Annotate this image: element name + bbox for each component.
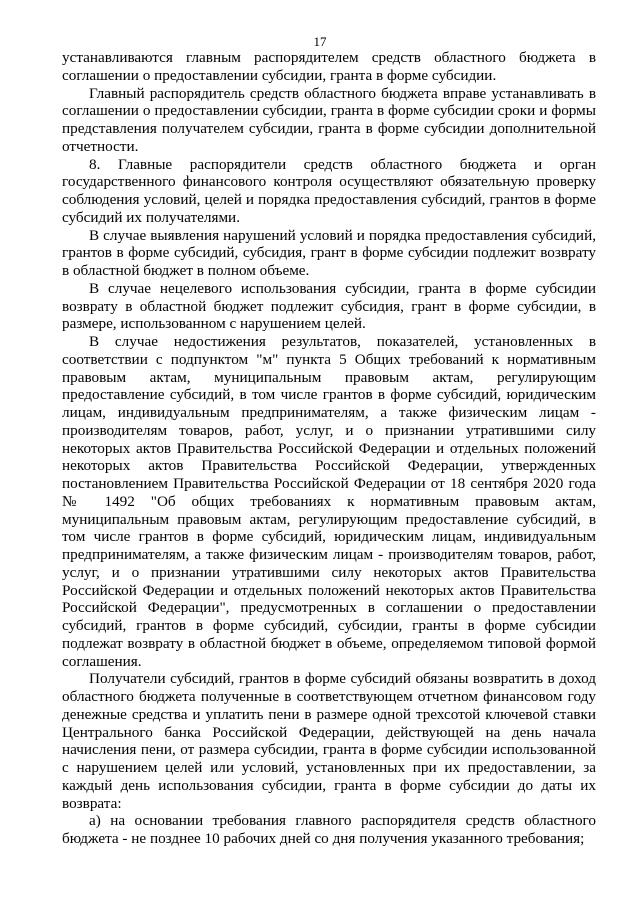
paragraph-violation-return: В случае выявления нарушений условий и порядка предоставления субсидий, грантов в форме субсидий, субсидия, грант в форме субсидии подлежит возврату в областной бюджет в полном объеме. — [62, 226, 596, 279]
document-body — [62, 49, 596, 848]
paragraph-subitem-a: а) на основании требования главного распорядителя средств областного бюджета - не позднее 10 рабочих дней со дня получения указанного требования; — [62, 812, 596, 847]
paragraph-item-8-control: 8. Главные распорядители средств областного бюджета и орган государственного финансового контроля осуществляют обязательную проверку соблюдения условий, целей и порядка предоставления субсидий, грантов в форме субсидий их получателями. — [62, 155, 596, 226]
paragraph-recipients-obligation: Получатели субсидий, грантов в форме субсидий обязаны возвратить в доход областного бюджета полученные в соответствующем отчетном финансовом году денежные средства и уплатить пени в размере одной трехсотой ключевой ставки Центрального банка Российской Федерации, действующей на день начала начисления пени, от размера субсидии, гранта в форме субсидии использованной с нарушением целей или условий, установленных при их предоставлении, за каждый день использования субсидии, гранта в форме субсидии до даты их возврата: — [62, 670, 596, 812]
paragraph-additional-reporting: Главный распорядитель средств областного бюджета вправе устанавливать в соглашении о предоставлении субсидии, гранта в форме субсидии сроки и формы представления получателем субсидии, гранта в форме субсидии дополнительной отчетности. — [62, 84, 596, 155]
paragraph-results-not-achieved: В случае недостижения результатов, показателей, установленных в соответствии с подпунктом "м" пункта 5 Общих требований к нормативным правовым актам, муниципальным правовым актам, регулирующим предоставление субсидий, в том числе грантов в форме субсидий, юридическим лицам, индивидуальным предпринимателям, а также физическим лицам - производителям товаров, работ, услуг, и о признании утратившими силу некоторых актов Правительства Российской Федерации и отдельных положений некоторых актов Правительства Российской Федерации, утвержденных постановлением Правительства Российской Федерации от 18 сентября 2020 года № 1492 "Об общих требованиях к нормативным правовым актам, муниципальным правовым актам, регулирующим предоставление субсидий, в том числе грантов в форме субсидий, юридическим лицам, индивидуальным предпринимателям, а также физическим лицам - производителям товаров, работ, услуг, и о признании утратившими силу некоторых актов Правительства Российской Федерации и отдельных положений некоторых актов Правительства Российской Федерации", предусмотренных в соглашении о предоставлении субсидий, грантов в форме субсидий, субсидии, гранты в форме субсидии подлежат возврату в областной бюджет в объеме, определяемом типовой формой соглашения. — [62, 333, 596, 670]
page-number: 17 — [313, 34, 327, 49]
paragraph-misuse-return: В случае нецелевого использования субсидии, гранта в форме субсидии возврату в областной бюджет подлежит субсидия, грант в форме субсидии, в размере, использованном с нарушением целей. — [62, 279, 596, 333]
paragraph-continuation: устанавливаются главным распорядителем средств областного бюджета в соглашении о предоставлении субсидии, гранта в форме субсидии. — [62, 49, 596, 84]
